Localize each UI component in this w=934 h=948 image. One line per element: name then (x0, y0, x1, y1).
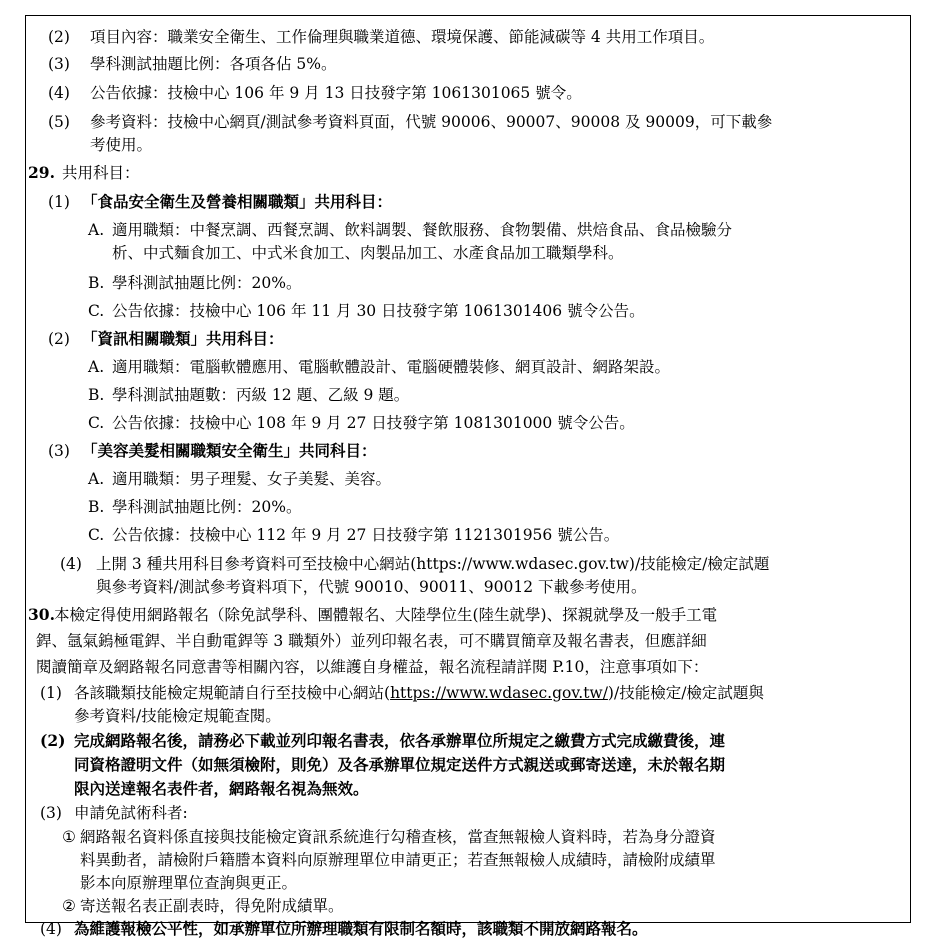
item-text: 適用職類：電腦軟體應用、電腦軟體設計、電腦硬體裝修、網頁設計、網路架設。 (112, 358, 671, 376)
item-number: (4) (60, 555, 82, 573)
item-text: 參考資料：技檢中心網頁/測試參考資料頁面，代號 90006、90007、90008 及 90009，可下載參 (90, 113, 773, 131)
item-letter: A. (88, 221, 105, 239)
item-letter: B. (88, 386, 105, 404)
item-text: 上開 3 種共用科目參考資料可至技檢中心網站(https://www.wdasec.gov.tw)/技能檢定/檢定試題 (96, 555, 770, 573)
item-text: 學科測試抽題數：丙級 12 題、乙級 9 題。 (112, 386, 410, 404)
section-text-cont: 銲、氬氣鎢極電銲、半自動電銲等 3 職類外）並列印報名表，可不購買簡章及報名書表，但應詳細 (36, 632, 707, 650)
item-text: 申請免試術科者: (74, 804, 188, 822)
item-letter: A. (88, 470, 105, 488)
item-text: 適用職類：中餐烹調、西餐烹調、飲料調製、餐飲服務、食物製備、烘焙食品、食品檢驗分 (112, 221, 733, 239)
item-text-cont: 料異動者，請檢附戶籍謄本資料向原辦理單位申請更正；若查無報檢人成績時，請檢附成績單 (80, 851, 716, 869)
section-number: 30. (28, 605, 55, 624)
subsection-title: 「資訊相關職類」共用科目： (82, 329, 284, 348)
item-text-bold-cont: 限內送達報名表件者，網路報名視為無效。 (74, 779, 369, 798)
item-text-cont: 考使用。 (90, 136, 153, 154)
item-text: 寄送報名表正副表時，得免附成績單。 (80, 897, 344, 915)
item-text-cont: 參考資料/技能檢定規範查閱。 (74, 707, 281, 725)
item-text: 適用職類：男子理髮、女子美髮、美容。 (112, 470, 392, 488)
item-text: 學科測試抽題比例：20%。 (112, 274, 302, 292)
item-text-cont: 析、中式麵食加工、中式米食加工、肉製品加工、水產食品加工職類學科。 (112, 244, 624, 262)
item-text: 學科測試抽題比例：各項各佔 5%。 (90, 55, 337, 73)
item-text-cont: 與參考資料/測試參考資料項下，代號 90010、90011、90012 下載參考使用。 (96, 578, 647, 596)
item-text: 學科測試抽題比例：20%。 (112, 498, 302, 516)
subsection-title: 「食品安全衛生及營養相關職類」共用科目： (82, 192, 393, 211)
item-text: 項目內容：職業安全衛生、工作倫理與職業道德、環境保護、節能減碳等 4 共用工作項目。 (90, 28, 715, 46)
item-letter: C. (88, 302, 105, 320)
section-text-cont: 閱讀簡章及網路報名同意書等相關內容，以維護自身權益，報名流程請詳閱 P.10，注意事項如下： (36, 658, 709, 676)
section-title: 共用科目： (62, 164, 140, 182)
item-number: (3) (48, 55, 70, 73)
item-text-bold: 完成網路報名後，請務必下載並列印報名書表，依各承辦單位所規定之繳費方式完成繳費後，連 (74, 731, 726, 750)
item-text: 公告依據：技檢中心 112 年 9 月 27 日技發字第 1121301956 號公告。 (112, 526, 620, 544)
item-text: 公告依據：技檢中心 106 年 11 月 30 日技發字第 1061301406 號令公告。 (112, 302, 645, 320)
item-number: (2) (48, 28, 70, 46)
item-number: (1) (40, 684, 62, 702)
item-number: (3) (40, 804, 62, 822)
item-letter: C. (88, 526, 105, 544)
circled-number: ② (62, 897, 76, 915)
subsection-title: 「美容美髮相關職類安全衛生」共同科目： (82, 441, 377, 460)
section-number: 29. (28, 163, 55, 182)
item-number: (4) (48, 84, 70, 102)
item-number: (5) (48, 113, 70, 131)
item-letter: B. (88, 498, 105, 516)
item-text-cont: 影本向原辦理單位查詢與更正。 (80, 874, 298, 892)
item-text: 各該職類技能檢定規範請自行至技檢中心網站(https://www.wdasec.gov.tw/)/技能檢定/檢定試題與 (74, 684, 764, 702)
section-text: 本檢定得使用網路報名（除免試學科、團體報名、大陸學位生(陸生就學)、探親就學及一般手工電 (54, 606, 718, 624)
website-link[interactable]: https://www.wdasec.gov.tw/ (390, 684, 608, 702)
item-text-bold: 為維護報檢公平性，如承辦單位所辦理職類有限制名額時，該職類不開放網路報名。 (74, 919, 648, 938)
item-number: (1) (48, 193, 70, 211)
item-text: 公告依據：技檢中心 106 年 9 月 13 日技發字第 1061301065 號令。 (90, 84, 582, 102)
item-text: 公告依據：技檢中心 108 年 9 月 27 日技發字第 1081301000 號令公告。 (112, 414, 635, 432)
item-number: (4) (40, 920, 62, 938)
item-text: 網路報名資料係直接與技能檢定資訊系統進行勾稽查核，當查無報檢人資料時，若為身分證資 (80, 828, 716, 846)
item-letter: C. (88, 414, 105, 432)
circled-number: ① (62, 828, 76, 846)
item-number: (2) (40, 731, 66, 750)
item-text-bold-cont: 同資格證明文件（如無須檢附，則免）及各承辦單位規定送件方式親送或郵寄送達，未於報名期 (74, 755, 726, 774)
item-number: (2) (48, 330, 70, 348)
item-letter: A. (88, 358, 105, 376)
item-letter: B. (88, 274, 105, 292)
item-number: (3) (48, 442, 70, 460)
